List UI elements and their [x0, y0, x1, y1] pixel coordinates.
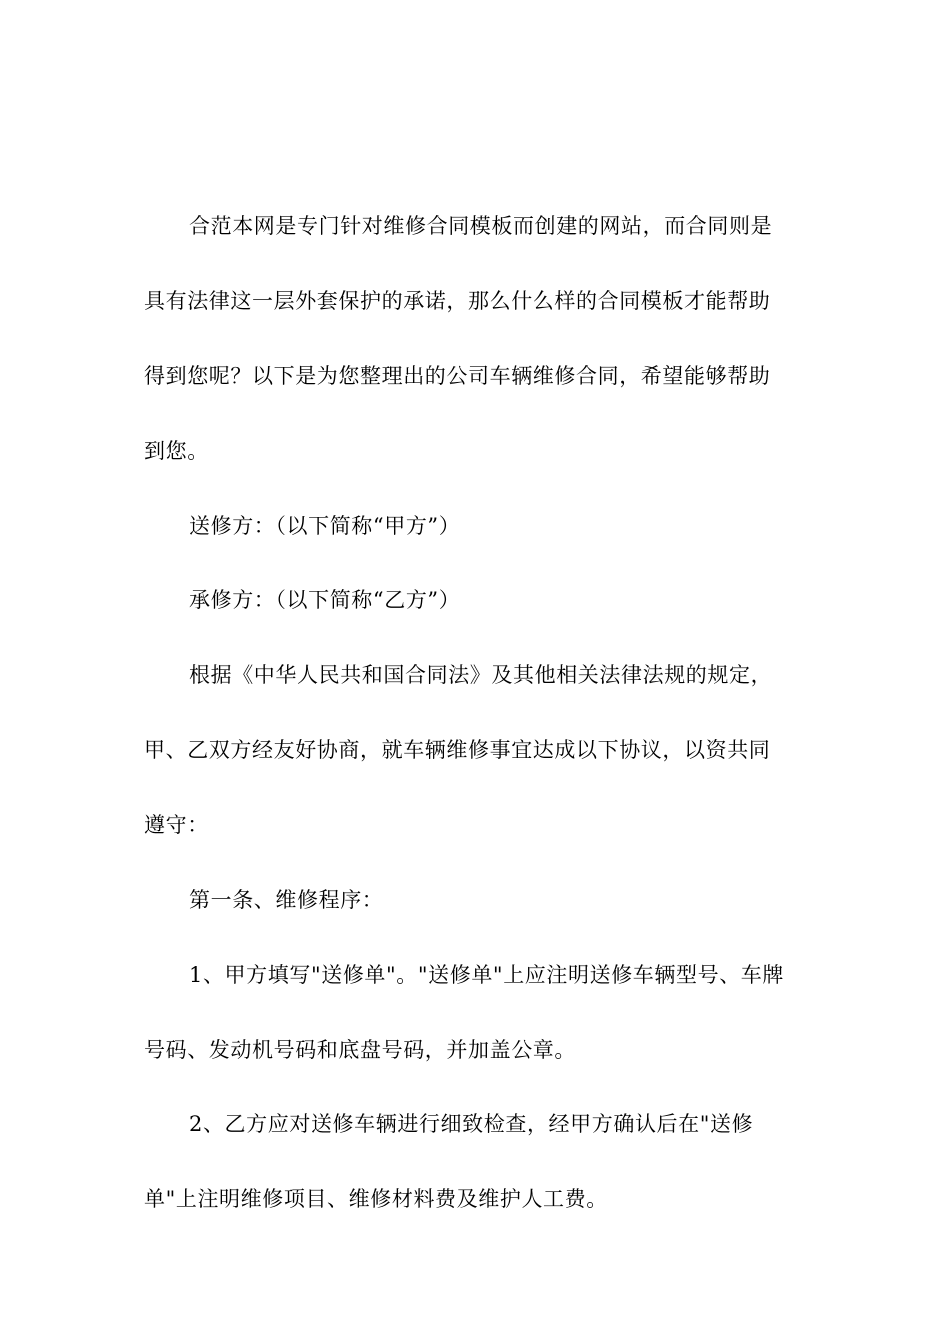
- intro-line-4: 到您。: [144, 439, 209, 463]
- intro-line-2: 具有法律这一层外套保护的承诺，那么什么样的合同模板才能帮助: [144, 289, 771, 313]
- clause-1-line-2: 号码、发动机号码和底盘号码，并加盖公章。: [144, 1038, 576, 1062]
- article-1-heading: 第一条、维修程序：: [189, 888, 384, 912]
- party-a-line: 送修方：（以下简称“甲方”）: [189, 514, 461, 538]
- clause-2-line-2: 单"上注明维修项目、维修材料费及维护人工费。: [144, 1187, 608, 1211]
- party-b-line: 承修方：（以下简称“乙方”）: [189, 588, 461, 612]
- intro-line-3: 得到您呢？以下是为您整理出的公司车辆维修合同，希望能够帮助: [144, 364, 771, 388]
- basis-line-3: 遵守：: [144, 813, 209, 837]
- clause-1-line-1: 1、甲方填写"送修单"。"送修单"上应注明送修车辆型号、车牌: [189, 963, 784, 987]
- basis-line-2: 甲、乙双方经友好协商，就车辆维修事宜达成以下协议，以资共同: [144, 738, 771, 762]
- clause-2-line-1: 2、乙方应对送修车辆进行细致检查，经甲方确认后在"送修: [189, 1112, 754, 1136]
- intro-line-1: 合范本网是专门针对维修合同模板而创建的网站，而合同则是: [189, 214, 773, 238]
- basis-line-1: 根据《中华人民共和国合同法》及其他相关法律法规的规定，: [189, 663, 773, 687]
